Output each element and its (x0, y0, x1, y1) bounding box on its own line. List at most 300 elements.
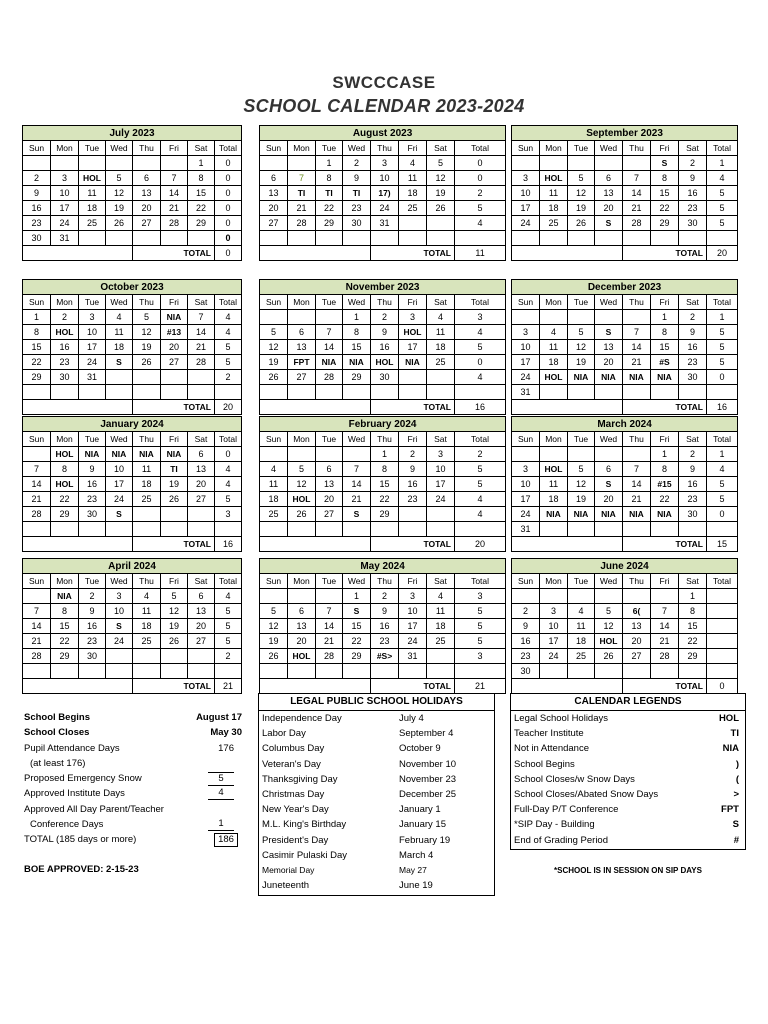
day-cell (188, 370, 215, 385)
day-cell: HOL (540, 462, 568, 477)
day-cell: 30 (679, 216, 707, 231)
day-cell: 13 (288, 340, 316, 355)
day-cell (133, 156, 161, 171)
total-label: TOTAL (623, 246, 707, 261)
day-cell: 1 (343, 589, 371, 604)
day-cell: 10 (371, 171, 399, 186)
day-cell: 30 (512, 664, 540, 679)
day-cell: 30 (679, 507, 707, 522)
day-header: Total (455, 295, 506, 310)
day-header: Mon (51, 574, 79, 589)
holiday-row (259, 802, 494, 817)
day-cell: 27 (316, 507, 343, 522)
day-cell: NIA (568, 370, 595, 385)
total-label: TOTAL (133, 400, 215, 415)
day-cell (568, 522, 595, 537)
week-total: 0 (215, 447, 242, 462)
month-total: 16 (707, 400, 738, 415)
day-cell (512, 589, 540, 604)
day-cell: 5 (106, 171, 133, 186)
day-cell: 2 (343, 156, 371, 171)
week-total: 3 (455, 649, 506, 664)
week-row (512, 385, 738, 400)
week-total: 3 (455, 310, 506, 325)
week-total: 1 (707, 156, 738, 171)
day-cell: NIA (623, 507, 651, 522)
day-cell (679, 385, 707, 400)
holidays-box (258, 693, 495, 896)
day-cell: 12 (106, 186, 133, 201)
week-total: 5 (455, 477, 506, 492)
week-total: 5 (707, 477, 738, 492)
day-cell: 17 (540, 634, 568, 649)
day-cell: 20 (260, 201, 288, 216)
week-row (512, 370, 738, 385)
day-cell: 29 (679, 649, 707, 664)
week-total: 5 (707, 216, 738, 231)
day-cell: 6 (133, 171, 161, 186)
day-cell (161, 231, 188, 246)
day-header: Tue (316, 295, 343, 310)
day-cell (623, 231, 651, 246)
total-spacer (23, 679, 133, 694)
week-row (512, 447, 738, 462)
day-cell: 20 (316, 492, 343, 507)
week-total: 0 (215, 171, 242, 186)
day-cell: TI (161, 462, 188, 477)
week-total: 4 (455, 507, 506, 522)
holiday-date: March 4 (399, 849, 434, 861)
holiday-name: Juneteenth (262, 880, 310, 892)
legend-row (511, 817, 745, 832)
day-cell (427, 231, 455, 246)
month-title: October 2023 (23, 280, 242, 295)
day-cell: 31 (512, 522, 540, 537)
week-row (23, 492, 242, 507)
day-cell: 7 (188, 310, 215, 325)
day-cell (512, 447, 540, 462)
day-cell: 18 (540, 201, 568, 216)
day-header: Thu (133, 295, 161, 310)
day-cell: 17 (399, 619, 427, 634)
holiday-name: M.L. King's Birthday (262, 819, 347, 831)
month-total: 15 (707, 537, 738, 552)
day-cell: 17 (106, 477, 133, 492)
day-cell (623, 447, 651, 462)
day-cell: 16 (399, 477, 427, 492)
day-header: Tue (316, 432, 343, 447)
day-cell (512, 310, 540, 325)
month-title: November 2023 (260, 280, 506, 295)
day-cell: S (595, 477, 623, 492)
day-cell (161, 664, 188, 679)
day-cell (568, 589, 595, 604)
legend-label: Legal School Holidays (514, 713, 609, 724)
day-header: Fri (161, 574, 188, 589)
month-table (22, 558, 242, 694)
holiday-date: May 27 (399, 864, 427, 875)
holiday-name: Veteran's Day (262, 758, 321, 770)
week-row (512, 216, 738, 231)
day-cell (568, 385, 595, 400)
day-cell: NIA (568, 507, 595, 522)
day-cell: 20 (188, 477, 215, 492)
day-cell: 6 (595, 462, 623, 477)
legend-code: ) (735, 758, 739, 770)
day-cell (651, 385, 679, 400)
day-cell: TI (288, 186, 316, 201)
day-cell: 26 (133, 355, 161, 370)
day-cell (106, 664, 133, 679)
day-header: Thu (623, 574, 651, 589)
day-cell: 11 (540, 340, 568, 355)
day-cell: 28 (161, 216, 188, 231)
day-cell (79, 385, 106, 400)
day-cell: 11 (427, 325, 455, 340)
boe-approved: BOE APPROVED: 2-15-23 (24, 863, 139, 875)
day-cell: 18 (540, 492, 568, 507)
day-cell: 19 (427, 186, 455, 201)
day-cell: 12 (260, 340, 288, 355)
month-title: July 2023 (23, 126, 242, 141)
legend-row (511, 711, 745, 726)
week-row (260, 355, 506, 370)
day-cell (399, 385, 427, 400)
day-cell (427, 664, 455, 679)
month-table (511, 416, 738, 552)
day-cell: 9 (79, 462, 106, 477)
day-header: Wed (595, 574, 623, 589)
legends-list (511, 711, 745, 848)
day-cell (568, 156, 595, 171)
day-cell: FPT (288, 355, 316, 370)
day-cell: 10 (512, 186, 540, 201)
day-header: Sun (512, 295, 540, 310)
day-header: Thu (623, 141, 651, 156)
day-header: Sun (512, 574, 540, 589)
day-cell: 22 (679, 634, 707, 649)
day-cell: 30 (79, 649, 106, 664)
day-cell (188, 507, 215, 522)
week-row (260, 604, 506, 619)
day-cell: 24 (399, 634, 427, 649)
day-cell (399, 507, 427, 522)
day-cell: 7 (623, 325, 651, 340)
month-title: August 2023 (260, 126, 506, 141)
day-cell: 21 (23, 492, 51, 507)
day-header: Tue (568, 574, 595, 589)
week-row (512, 186, 738, 201)
day-cell: 14 (343, 477, 371, 492)
week-row (23, 201, 242, 216)
day-cell: 29 (371, 507, 399, 522)
snow-days-value: 5 (208, 772, 234, 786)
day-cell: 22 (371, 492, 399, 507)
day-header: Mon (540, 574, 568, 589)
month-table (259, 125, 506, 261)
week-total: 5 (707, 325, 738, 340)
week-total: 4 (707, 171, 738, 186)
day-cell (133, 664, 161, 679)
day-header: Fri (651, 141, 679, 156)
day-header: Fri (399, 141, 427, 156)
day-header: Sat (679, 295, 707, 310)
month-title: April 2024 (23, 559, 242, 574)
day-cell: 17 (427, 477, 455, 492)
day-cell: 1 (651, 310, 679, 325)
holiday-date: November 10 (399, 758, 457, 770)
day-cell: 28 (316, 649, 343, 664)
week-total (707, 589, 738, 604)
day-cell: 16 (79, 619, 106, 634)
day-cell (188, 664, 215, 679)
day-cell: 4 (260, 462, 288, 477)
day-cell (51, 385, 79, 400)
day-cell (288, 385, 316, 400)
day-cell: 25 (399, 201, 427, 216)
day-header: Fri (399, 295, 427, 310)
week-row (512, 492, 738, 507)
day-cell (568, 310, 595, 325)
day-cell: 28 (623, 216, 651, 231)
day-cell: 12 (161, 604, 188, 619)
day-cell: 29 (188, 216, 215, 231)
day-header: Mon (288, 574, 316, 589)
week-row (260, 340, 506, 355)
day-cell: 21 (623, 355, 651, 370)
day-cell: S (343, 507, 371, 522)
day-cell: 24 (540, 649, 568, 664)
day-cell: 13 (133, 186, 161, 201)
day-cell: 4 (106, 310, 133, 325)
day-cell (188, 522, 215, 537)
day-cell: 17 (79, 340, 106, 355)
day-header: Mon (51, 141, 79, 156)
day-cell (288, 664, 316, 679)
day-cell (23, 447, 51, 462)
day-cell (343, 385, 371, 400)
day-header: Total (215, 432, 242, 447)
day-cell: 5 (133, 310, 161, 325)
holiday-name: Labor Day (262, 728, 306, 740)
day-cell (23, 664, 51, 679)
day-cell: 21 (23, 634, 51, 649)
total-label: TOTAL (623, 400, 707, 415)
day-cell (651, 522, 679, 537)
holiday-row (259, 863, 494, 878)
day-cell: 8 (651, 462, 679, 477)
week-total (215, 522, 242, 537)
total-label: TOTAL (371, 246, 455, 261)
week-row (23, 589, 242, 604)
day-cell: NIA (651, 507, 679, 522)
conference-days-label-2: Conference Days (30, 819, 104, 831)
day-cell: 30 (79, 507, 106, 522)
week-row (512, 664, 738, 679)
day-cell (427, 507, 455, 522)
day-cell: 28 (23, 507, 51, 522)
week-total (455, 664, 506, 679)
day-cell: 7 (623, 171, 651, 186)
day-cell: 24 (512, 216, 540, 231)
day-header: Tue (568, 295, 595, 310)
day-cell: NIA (540, 507, 568, 522)
day-cell: 2 (399, 447, 427, 462)
day-cell: 23 (512, 649, 540, 664)
day-cell: 9 (343, 171, 371, 186)
week-row (512, 507, 738, 522)
week-total: 4 (215, 310, 242, 325)
day-cell: S (106, 507, 133, 522)
week-row (512, 201, 738, 216)
day-header: Total (707, 432, 738, 447)
total-label: TOTAL (133, 246, 215, 261)
day-cell (133, 522, 161, 537)
week-row (260, 201, 506, 216)
day-cell: NIA (595, 370, 623, 385)
month-total: 21 (455, 679, 506, 694)
week-row (512, 340, 738, 355)
day-cell: 4 (399, 156, 427, 171)
day-cell (260, 310, 288, 325)
pupil-days-value: 176 (218, 742, 234, 754)
day-header: Thu (371, 432, 399, 447)
day-header: Total (215, 295, 242, 310)
week-total (707, 619, 738, 634)
day-cell (79, 231, 106, 246)
legend-code: S (732, 819, 739, 831)
day-cell (288, 231, 316, 246)
week-row (260, 385, 506, 400)
day-cell: HOL (288, 492, 316, 507)
day-cell: 4 (568, 604, 595, 619)
day-header: Tue (568, 432, 595, 447)
day-cell: 20 (288, 634, 316, 649)
day-cell (595, 447, 623, 462)
day-cell: 10 (512, 340, 540, 355)
day-header: Fri (651, 574, 679, 589)
day-cell: 1 (343, 310, 371, 325)
day-cell: 10 (106, 604, 133, 619)
holiday-date: January 1 (399, 804, 441, 816)
day-cell (343, 522, 371, 537)
day-cell: 24 (427, 492, 455, 507)
day-cell: 11 (133, 604, 161, 619)
month-total: 20 (707, 246, 738, 261)
day-cell (260, 522, 288, 537)
day-header: Fri (651, 295, 679, 310)
week-row (260, 231, 506, 246)
week-row (23, 522, 242, 537)
day-cell: 15 (679, 619, 707, 634)
day-header: Thu (133, 141, 161, 156)
week-row (512, 231, 738, 246)
week-row (23, 385, 242, 400)
day-cell: 11 (427, 604, 455, 619)
week-total (707, 604, 738, 619)
day-cell: 31 (51, 231, 79, 246)
day-cell: 25 (427, 355, 455, 370)
day-cell: 12 (260, 619, 288, 634)
week-total: 5 (215, 355, 242, 370)
day-cell (188, 649, 215, 664)
day-cell (79, 156, 106, 171)
week-total (455, 385, 506, 400)
total-spacer (512, 400, 623, 415)
holiday-date: September 4 (399, 728, 454, 740)
day-header: Sat (188, 295, 215, 310)
day-cell: 11 (260, 477, 288, 492)
day-cell: 7 (651, 604, 679, 619)
day-cell: 28 (316, 370, 343, 385)
day-cell: 23 (51, 355, 79, 370)
total-label: TOTAL (623, 679, 707, 694)
day-cell (316, 231, 343, 246)
day-header: Fri (651, 432, 679, 447)
week-row (260, 619, 506, 634)
day-cell: 3 (512, 462, 540, 477)
week-total: 4 (455, 325, 506, 340)
day-cell: 4 (427, 589, 455, 604)
day-cell: S (595, 325, 623, 340)
day-cell: 27 (161, 355, 188, 370)
day-cell (161, 522, 188, 537)
holiday-row (259, 726, 494, 741)
day-cell (316, 664, 343, 679)
day-header: Sun (260, 295, 288, 310)
month-total: 20 (215, 400, 242, 415)
day-cell: S (106, 355, 133, 370)
day-header: Wed (106, 141, 133, 156)
day-cell (399, 522, 427, 537)
day-cell: 14 (161, 186, 188, 201)
pupil-days-label: Pupil Attendance Days (24, 742, 120, 754)
day-cell: 16 (679, 186, 707, 201)
week-row (260, 370, 506, 385)
day-cell (623, 310, 651, 325)
day-cell: 2 (512, 604, 540, 619)
day-header: Wed (595, 295, 623, 310)
day-header: Total (707, 295, 738, 310)
day-cell: 2 (23, 171, 51, 186)
week-total (707, 231, 738, 246)
school-begins-value: August 17 (196, 712, 242, 723)
week-row (23, 355, 242, 370)
week-total (707, 522, 738, 537)
day-cell: 20 (595, 355, 623, 370)
week-total: 3 (455, 589, 506, 604)
day-cell: 10 (51, 186, 79, 201)
day-cell: 21 (288, 201, 316, 216)
day-cell: 23 (679, 201, 707, 216)
week-row (260, 507, 506, 522)
day-cell: 3 (540, 604, 568, 619)
day-cell: 27 (188, 634, 215, 649)
day-cell: NIA (595, 507, 623, 522)
holiday-row (259, 787, 494, 802)
day-cell (427, 216, 455, 231)
legend-row (511, 802, 745, 817)
day-cell: 7 (23, 604, 51, 619)
week-row (23, 156, 242, 171)
day-cell (23, 522, 51, 537)
day-cell: 21 (316, 634, 343, 649)
day-header: Total (455, 141, 506, 156)
day-cell (371, 664, 399, 679)
week-row (23, 216, 242, 231)
day-cell: 8 (679, 604, 707, 619)
day-cell: 5 (568, 171, 595, 186)
